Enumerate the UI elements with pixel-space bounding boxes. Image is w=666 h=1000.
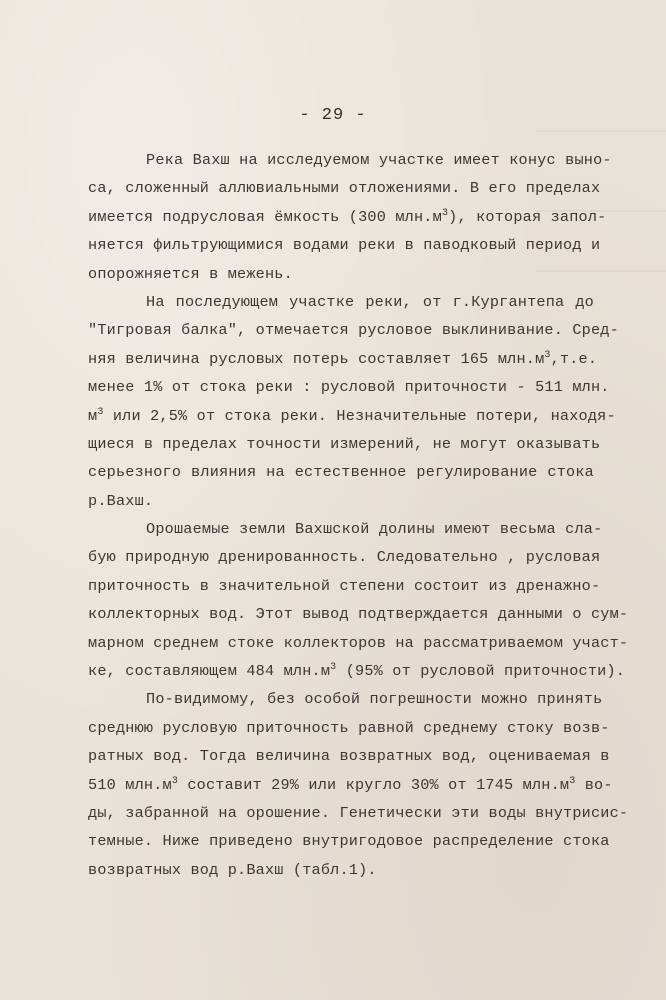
text-line: Река Вахш на исследуемом участке имеет конус выно- [146, 151, 612, 169]
text-line: имеется подрусловая ёмкость (300 $млн.м^3$), которая запол- [88, 207, 607, 226]
text-line: На последующем участке реки, от г.Кургантепа до [146, 292, 594, 311]
text-line: щиеся в пределах точности измерений, не могут оказывать [88, 434, 601, 453]
text-line: $м^3$ или 2,5% от стока реки. Незначительные потери, находя- [88, 406, 616, 425]
text-line: р.Вахш. [88, 491, 154, 510]
text-line: По-видимому, без особой погрешности можно принять [146, 690, 603, 709]
text-line: ке, составляющем 484 $млн.м^3$ (95% от русловой приточности). [88, 662, 626, 681]
paragraph [88, 515, 629, 685]
text-line: среднюю русловую приточность равной среднему стоку возв- [88, 718, 610, 737]
text-line: бую природную дренированность. Следовательно , русловая [88, 548, 601, 567]
text-line: Орошаемые земли Вахшской долины имеют весьма сла- [146, 520, 603, 539]
paragraph [88, 685, 629, 884]
text-line: марном среднем стоке коллекторов на рассматриваемом участ- [88, 633, 629, 652]
text-line: са, сложенный аллювиальными отложениями. В его пределах [88, 179, 601, 198]
text-line: няя величина русловых потерь составляет 165 $млн.м^3,т.е$. [88, 349, 598, 368]
paragraph [88, 146, 612, 288]
text-line: ды, забранной на орошение. Генетически эти воды внутрисис- [88, 803, 629, 822]
show-through-mark [536, 130, 666, 132]
paragraph [88, 288, 619, 515]
text-line: серьезного влияния на естественное регулирование стока [88, 463, 594, 482]
text-line: опорожняется в межень. [88, 264, 293, 283]
page-number: - 29 - [299, 106, 367, 125]
text-line: коллекторных вод. Этот вывод подтверждается данными о сум- [88, 605, 629, 624]
text-line: возвратных вод р.Вахш (табл.1). [88, 860, 377, 879]
text-line: менее 1% от стока реки : русловой приточности - 511 млн. [88, 378, 610, 397]
text-line: 510 $млн.м^3$ составит 29% или кругло 30% от 1745 $млн.м^3$ во- [88, 775, 613, 794]
text-line: приточность в значительной степени состоит из дренажно- [88, 576, 601, 595]
text-line: ратных вод. Тогда величина возвратных вод, оцениваемая в [88, 747, 610, 766]
text-line: темные. Ниже приведено внутригодовое распределение стока [88, 832, 610, 851]
text-line: няется фильтрующимися водами реки в паводковый период и [88, 236, 601, 255]
text-line: "Тигровая балка", отмечается русловое выклинивание. Сред- [88, 321, 619, 340]
body-text [88, 146, 629, 884]
